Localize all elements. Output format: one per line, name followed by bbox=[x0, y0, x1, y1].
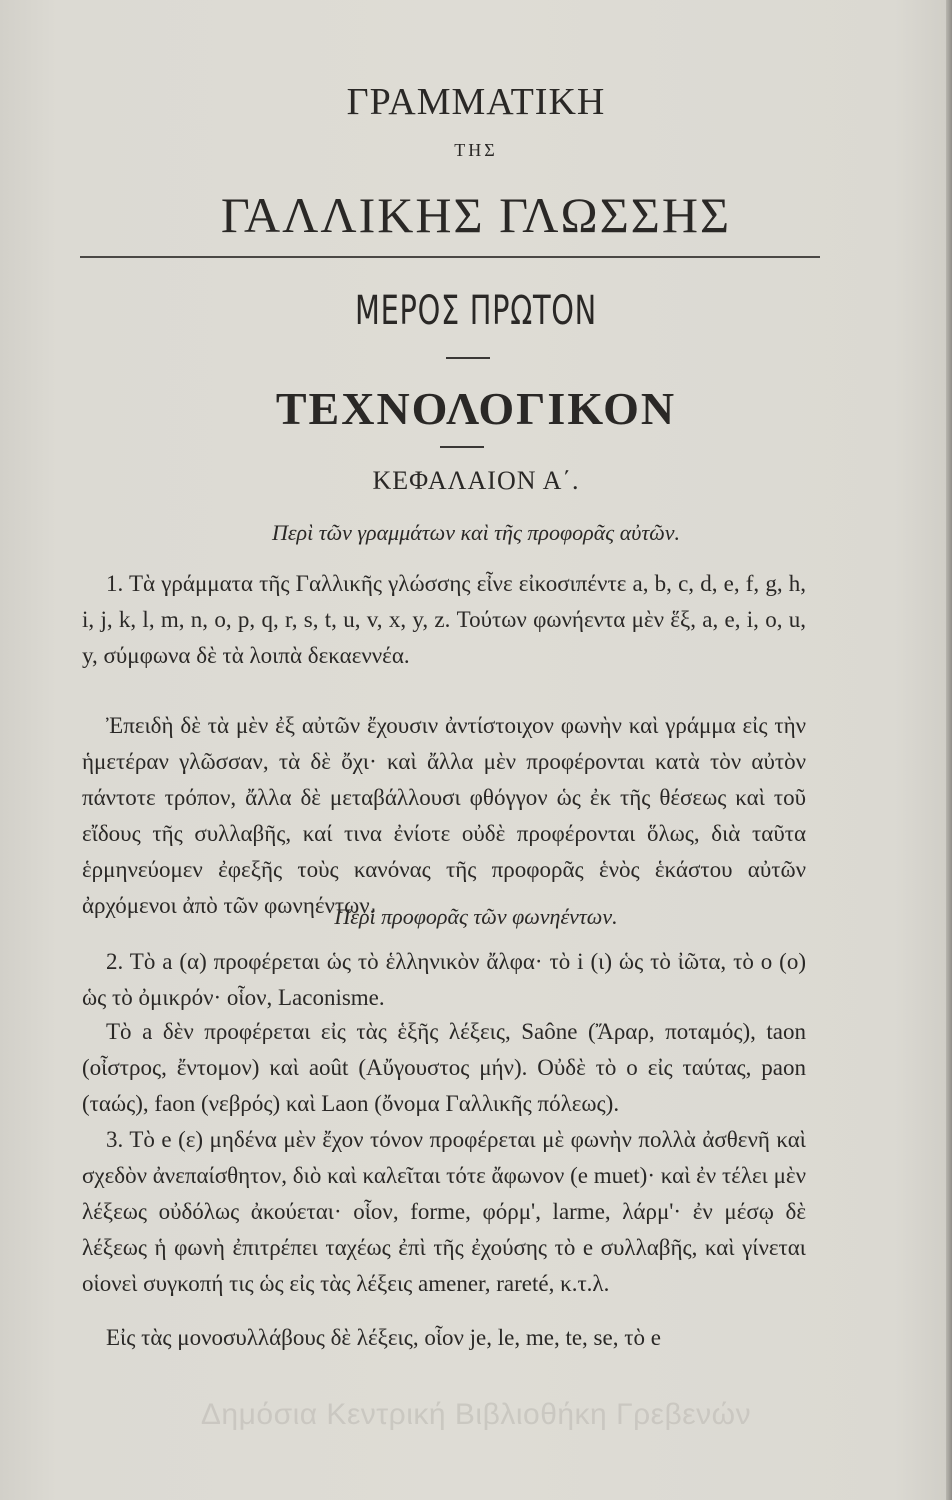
paragraph-1: 1. Τὰ γράμματα τῆς Γαλλικῆς γλώσσης εἶνε εἰκοσιπέντε a, b, c, d, e, f, g, h, i, j, k, l, m, n, o, p, q, r, s, t, u, v, x, y, z. Τούτων φωνήεντα μὲν ἕξ, a, e, i, o, u, y, σύμφωνα δὲ τὰ λοιπὰ δεκαεννέα. bbox=[82, 571, 806, 668]
paragraph-3: 2. Τὸ a (α) προφέρεται ὡς τὸ ἑλληνικὸν ἄλφα· τὸ i (ι) ὡς τὸ ἰῶτα, τὸ o (ο) ὡς τὸ ὀμικρόν· οἷον, Laconisme. bbox=[82, 949, 806, 1010]
part-name: ΤΕΧΝΟΛΟΓΙΚΟΝ bbox=[275, 383, 677, 434]
paragraph-5: 3. Τὸ e (ε) μηδένα μὲν ἔχον τόνον προφέρεται μὲ φωνὴν πολλὰ ἀσθενῆ καὶ σχεδὸν ἀνεπαίσθητον, διὸ καὶ καλεῖται τότε ἄφωνον (e muet)· καὶ ἐν τέλει μὲν λέξεως οὐδόλως ἀκούεται· οἷον, forme, φόρμ', larme, λάρμ'· ἐν μέσῳ δὲ λέξεως ἡ φωνὴ ἐπιτρέπει ταχέως ἐπὶ τῆς ἐχούσης τὸ e συλλαβῆς, καὶ γίνεται οἱονεὶ συγκοπή τις ὡς εἰς τὰς λέξεις amener, rareté, κ.τ.λ. bbox=[82, 1127, 806, 1296]
title-divider bbox=[80, 256, 820, 258]
short-divider bbox=[446, 357, 490, 359]
short-divider bbox=[440, 446, 484, 448]
part-title: ΜΕΡΟΣ ΠΡΩΤΟΝ bbox=[355, 288, 597, 334]
paragraph-4: Τὸ a δὲν προφέρεται εἰς τὰς ἑξῆς λέξεις, Saône (Ἄραρ, ποταμός), taon (οἶστρος, ἔντομον) καὶ août (Αὔγουστος μήν). Οὐδὲ τὸ o εἰς ταύτας, paon (ταώς), faon (νεβρός) καὶ Laon (ὄνομα Γαλλικῆς πόλεως). bbox=[82, 1019, 806, 1116]
book-subtitle: ΓΑΛΛΙΚΗΣ ΓΛΩΣΣΗΣ bbox=[220, 187, 732, 243]
library-watermark: Δημόσια Κεντρική Βιβλιοθήκη Γρεβενών bbox=[200, 1398, 752, 1431]
paragraph-6: Εἰς τὰς μονοσυλλάβους δὲ λέξεις, οἷον je, le, me, te, se, τὸ e bbox=[106, 1325, 661, 1350]
chapter-subtitle: Περὶ τῶν γραμμάτων καὶ τῆς προφορᾶς αὐτῶν. bbox=[271, 520, 681, 545]
section-subtitle: Περὶ προφορᾶς τῶν φωνηέντων. bbox=[334, 904, 618, 929]
chapter-title: ΚΕΦΑΛΑΙΟΝ Α΄. bbox=[372, 466, 580, 495]
book-title: ΓΡΑΜΜΑΤΙΚΗ bbox=[346, 81, 606, 123]
book-title-article: ΤΗΣ bbox=[454, 140, 498, 160]
paragraph-2: Ἐπειδὴ δὲ τὰ μὲν ἐξ αὐτῶν ἔχουσιν ἀντίστοιχον φωνὴν καὶ γράμμα εἰς τὴν ἡμετέραν γλῶσσαν, τὰ δὲ ὄχι· καὶ ἄλλα μὲν προφέρονται κατὰ τὸν αὐτὸν πάντοτε τρόπον, ἄλλα δὲ μεταβάλλουσι φθόγγον ὡς ἐκ τῆς θέσεως καὶ τοῦ εἴδους τῆς συλλαβῆς, καί τινα ἐνίοτε οὐδὲ προφέρονται ὅλως, διὰ ταῦτα ἑρμηνεύομεν ἐφεξῆς τοὺς κανόνας τῆς προφορᾶς ἑνὸς ἑκάστου αὐτῶν ἀρχόμενοι ἀπὸ τῶν φωνηέντων. bbox=[82, 713, 806, 918]
